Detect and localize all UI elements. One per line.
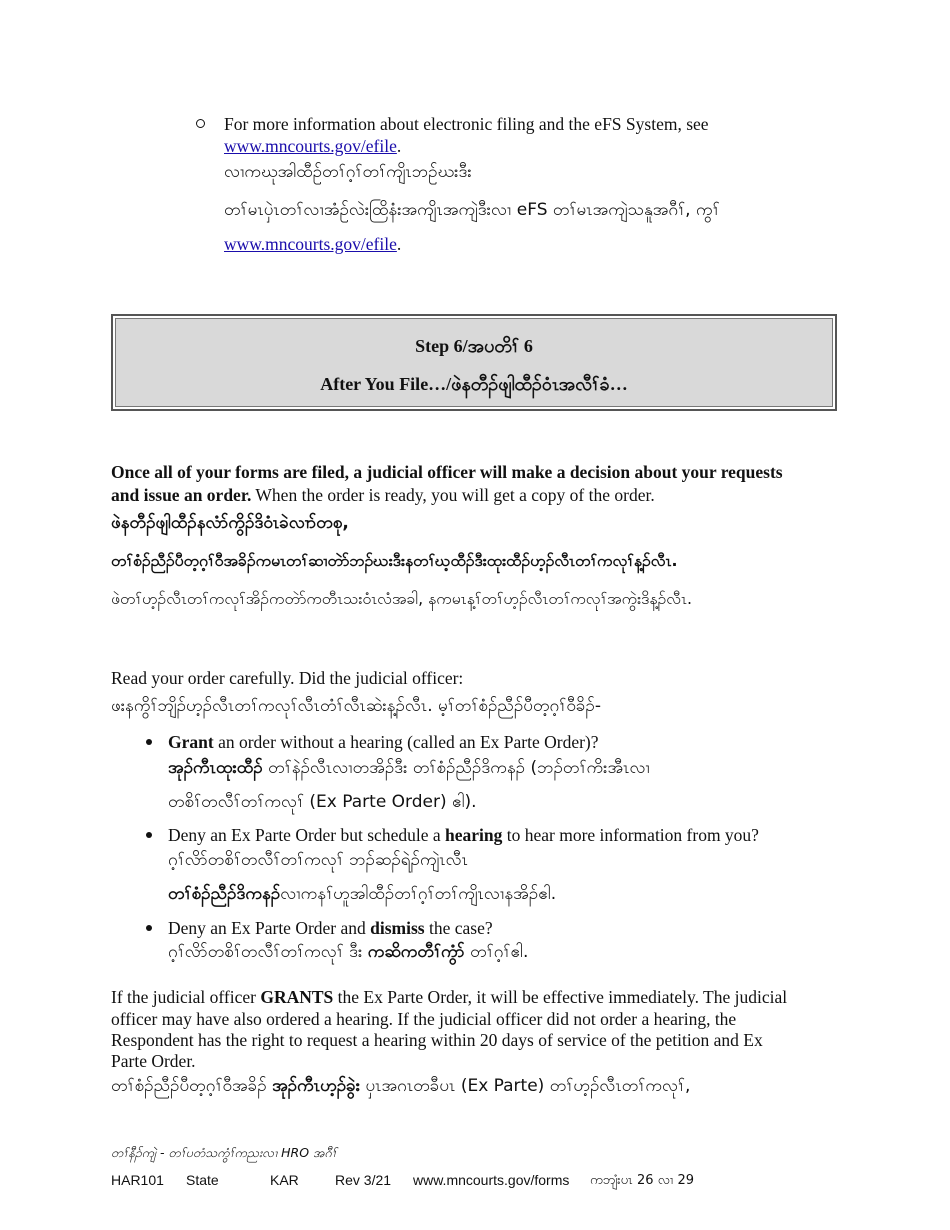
grants-my-post: ပှၤအဂၤတခီပၤ (Ex Parte) တၢ်ဟ့ၣ်လီၤတၢ်ကလုၢ်, <box>360 1076 691 1096</box>
step-number: Step 6/အပတိၢ် 6 <box>415 336 533 356</box>
footer-italic: တၢ်နီၣ်ကျဲ - တၢ်ပတံသကွံၢ်ကညးလၢ HRO အဂီၢ် <box>111 1145 337 1160</box>
read-my: ဖးနကွိၢ်ဘျိၣ်ဟ့ၣ်လီၤတၢ်ကလုၢ်လီၤတံၢ်လီၤဆဲးန့ၣ်လီၤ. မ့ၢ်တၢ်စံၣ်ညီၣ်ပီတ့ဂ့ၢ်ဝီခိၣ်- <box>111 696 601 716</box>
grants-line-2: officer may have also ordered a hearing. If the judicial officer did not order a hearing, the <box>111 1009 737 1029</box>
bullet-1-my-2: တစိၢ်တလီၢ်တၢ်ကလုၢ် (Ex Parte Order) ဧါ). <box>168 792 477 812</box>
efile-link-2[interactable]: www.mncourts.gov/efile <box>224 234 397 254</box>
hollow-bullet-icon <box>196 119 205 128</box>
filed-my-bold-2: တၢ်စံၣ်ညီၣ်ပီတ့ဂ့ၢ်ဝီအခိၣ်ကမၤတၢ်ဆၢတဲာ်ဘၣ်ဃးဒီးနတၢ်ဃ့ထီၣ်ဒီးထုးထီၣ်ဟ့ၣ်လီၤတၢ်ကလုၢ်န့ၣ်လီၤ. <box>111 551 678 570</box>
grants-bold: GRANTS <box>260 987 334 1007</box>
bullet-3-my <box>168 941 528 963</box>
bullet-icon <box>146 739 152 745</box>
grants-my-bold: အုၣ်ကီၤဟ့ၣ်ခွဲး <box>272 1076 361 1096</box>
bullet-1-my-bold: အုၣ်ကီၤထုးထီၣ် <box>168 758 263 778</box>
step-box <box>111 314 837 411</box>
bullet-1-en-bold: Grant <box>168 732 214 752</box>
filed-line-2 <box>111 484 655 506</box>
period: . <box>396 234 402 254</box>
bullet-2-en-bold: hearing <box>444 825 503 845</box>
bullet-3-en-bold: dismiss <box>370 918 425 938</box>
bullet-2-my-rest: လၢကနၢ်ဟူအါထီၣ်တၢ်ဂ့ၢ်တၢ်ကျိၤလၢနအိၣ်ဧါ. <box>280 884 557 904</box>
filed-bold-en: Once all of your forms are filed, a judicial officer will make a decision about your requests <box>111 462 783 482</box>
filed-my-plain: ဖဲတၢ်ဟ့ၣ်လီၤတၢ်ကလုၢ်အိၣ်ကတဲာ်ကတီၤသးဝံၤလံအခါ, နကမၤန့ၢ်တၢ်ဟ့ၣ်လီၤတၢ်ကလုၢ်အကွဲးဒိန့ၣ်လီၤ. <box>111 589 693 608</box>
bullet-3-en <box>168 917 493 939</box>
filed-bold-en-2: and issue an order. <box>111 485 252 505</box>
efile-my-line-2: တၢ်မၤပှဲၤတၢ်လၢအံဉ်လဲးထြိနံးအကျိၤအကျဲဒီးလၢ eFS တၢ်မၤအကျဲသနူအဂီၢ်, ကွၢ် <box>224 200 720 220</box>
bullet-3-my-bold: ကဆိကတီၢ်ကွံာ် <box>367 942 465 962</box>
bullet-3-my-pre: ဂ့ၢ်လိာ်တစိၢ်တလီၢ်တၢ်ကလုၢ် ဒီး <box>168 942 368 962</box>
grants-line-1 <box>111 986 787 1008</box>
efile-en-text <box>224 113 709 135</box>
grants-pre: If the judicial officer <box>111 987 261 1007</box>
bullet-3-my-post: တၢ်ဂ့ၢ်ဧါ. <box>464 942 529 962</box>
efile-link-1[interactable]: www.mncourts.gov/efile <box>224 136 397 156</box>
bullet-2-en-post: to hear more information from you? <box>502 825 759 845</box>
footer-language: KAR <box>270 1172 299 1188</box>
bullet-icon <box>146 925 152 931</box>
bullet-2-my-2 <box>168 883 556 905</box>
grants-line-1-rest: the Ex Parte Order, it will be effective immediately. The judicial <box>333 987 788 1007</box>
bullet-1-en <box>168 731 599 753</box>
read-en: Read your order carefully. Did the judicial officer: <box>111 668 464 688</box>
grants-my <box>111 1075 690 1097</box>
filed-my-bold-1: ဖဲနတီၣ်ဖျါထီၣ်နလံာ်ကွိၣ်ဒိဝံၤခဲလၢာ်တစု, <box>111 513 349 533</box>
step-title: After You File…/ဖဲနတီၣ်ဖျါထီၣ်ဝံၤအလီၢ်ခံ… <box>320 374 628 394</box>
filed-line-1 <box>111 461 783 483</box>
filed-plain-en-2: When the order is ready, you will get a copy of the order. <box>251 485 655 505</box>
footer-page-number: ကဘျံးပၤ 26 လၢ 29 <box>590 1173 694 1188</box>
bullet-3-en-pre: Deny an Ex Parte Order and <box>168 918 371 938</box>
efile-en-label: For more information about electronic filing and the eFS System, see <box>224 114 709 134</box>
efile-link-line-1 <box>224 135 401 157</box>
bullet-2-en-pre: Deny an Ex Parte Order but schedule a <box>168 825 445 845</box>
bullet-1-my-1 <box>168 757 650 779</box>
grants-line-4: Parte Order. <box>111 1051 196 1071</box>
footer-form-id: HAR101 <box>111 1172 164 1188</box>
bullet-1-my-rest: တၢ်နဲၣ်လီၤလၢတအိၣ်ဒီး တၢ်စံၣ်ညီၣ်ဒိကနၣ် (ဘၣ်တၢ်ကိးအီၤလၢ <box>262 758 650 778</box>
footer-state: State <box>186 1172 219 1188</box>
footer-revision: Rev 3/21 <box>335 1172 392 1188</box>
bullet-2-my-bold: တၢ်စံၣ်ညီၣ်ဒိကနၣ် <box>168 884 281 904</box>
efile-link-line-2 <box>224 233 401 255</box>
bullet-1-en-rest: an order without a hearing (called an Ex Parte Order)? <box>213 732 599 752</box>
efile-my-line-1: လၢကဃုအါထီဉ်တၢ်ဂ့ၢ်တၢ်ကျိၤဘဉ်ဃးဒီး <box>224 162 472 182</box>
bullet-2-my-1: ဂ့ၢ်လိာ်တစိၢ်တလီၢ်တၢ်ကလုၢ် ဘၣ်ဆၣ်ရဲၣ်ကျဲၤလီၤ <box>168 850 468 870</box>
grants-line-3: Respondent has the right to request a hearing within 20 days of service of the petition and Ex <box>111 1030 763 1050</box>
bullet-2-en <box>168 824 759 846</box>
bullet-icon <box>146 832 152 838</box>
bullet-3-en-post: the case? <box>424 918 493 938</box>
footer-url[interactable]: www.mncourts.gov/forms <box>413 1172 570 1188</box>
period: . <box>396 136 402 156</box>
grants-my-pre: တၢ်စံၣ်ညီၣ်ပီတ့ဂ့ၢ်ဝီအခိၣ် <box>111 1076 273 1096</box>
